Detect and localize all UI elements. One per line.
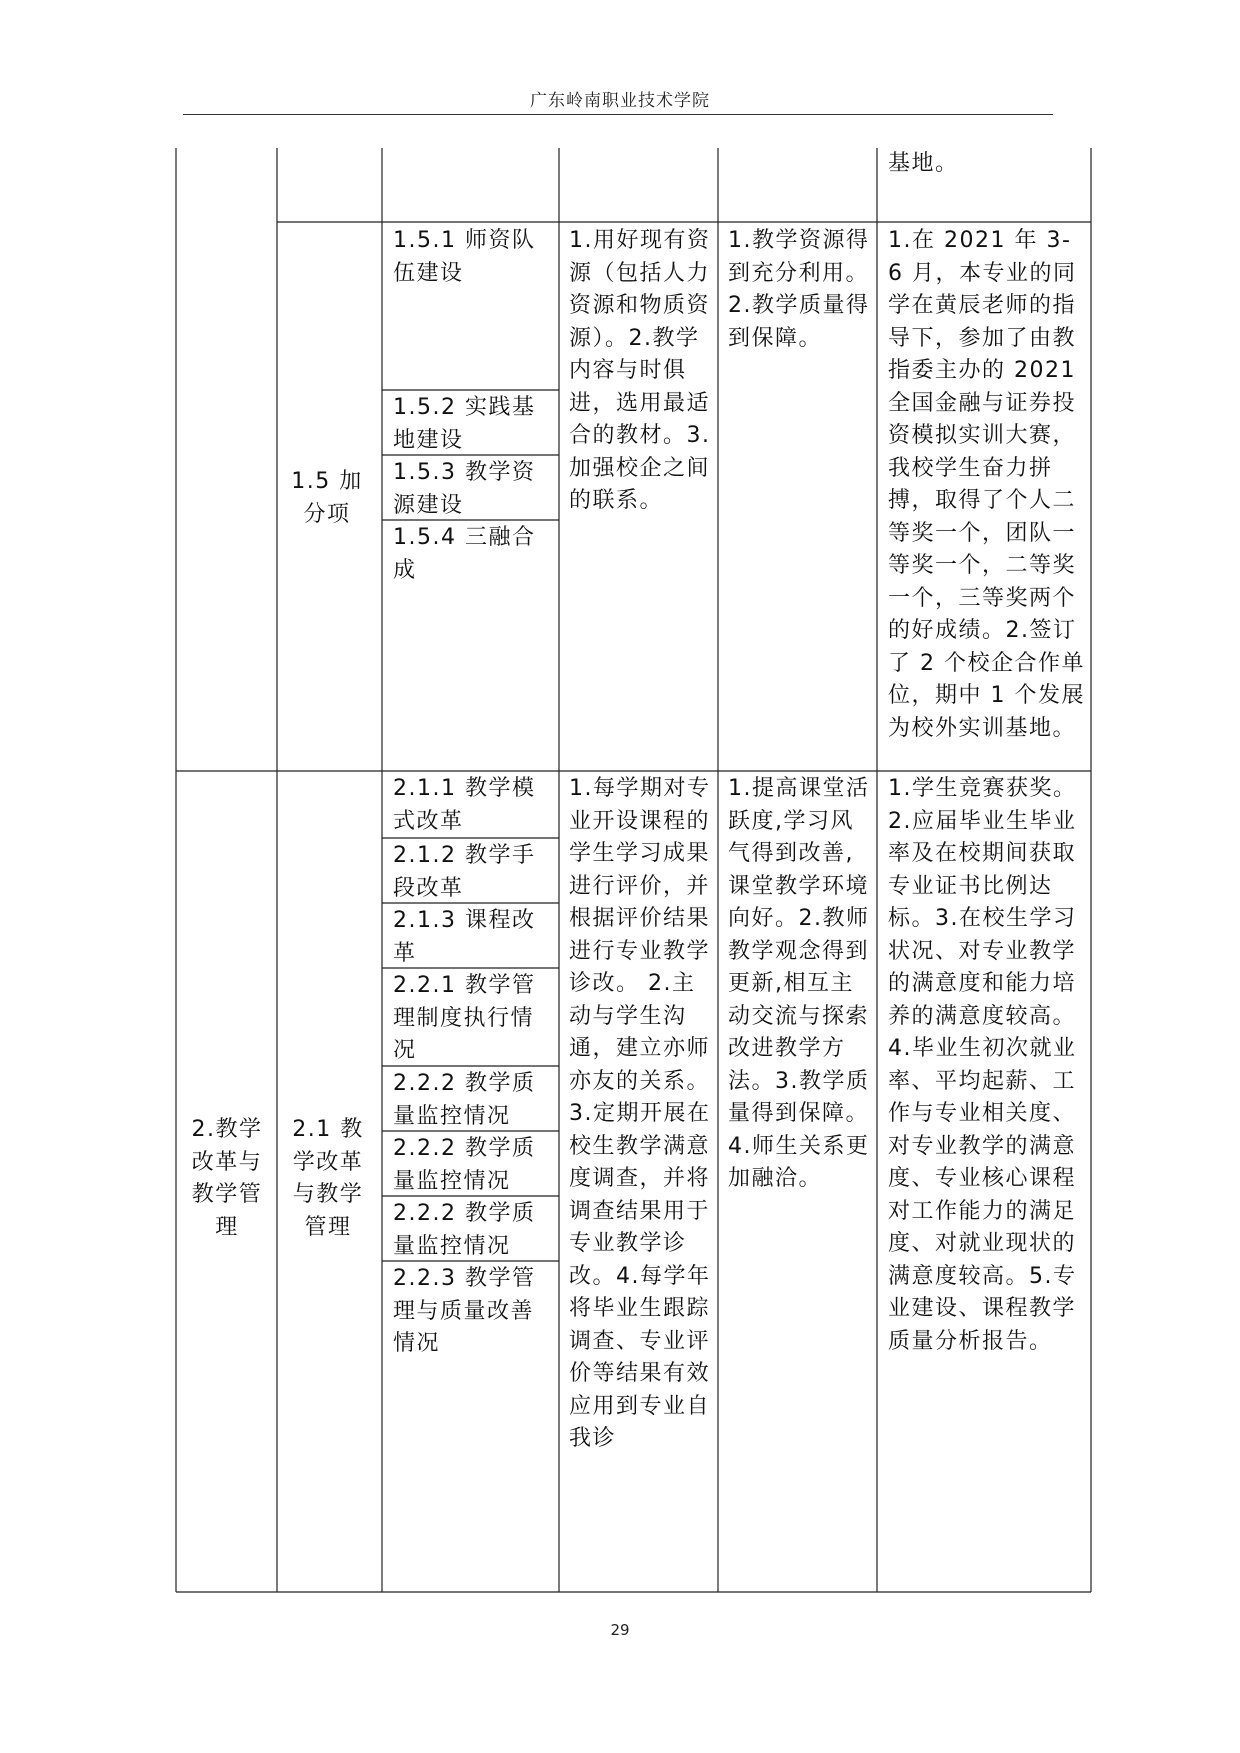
- page-number: 29: [610, 1621, 630, 1639]
- cell-item-1-5-1: 1.5.1 师资队伍建设: [393, 228, 536, 286]
- cell-achievement-tail: 基地。: [888, 151, 959, 176]
- cell-measures-1-5: 1.用好现有资源（包括人力资源和物质资源）。2.教学内容与时俱进，选用最适合的教材。3.加强校企之间的联系。: [569, 228, 711, 513]
- cell-achievements-1-5: 1.在 2021 年 3-6 月，本专业的同学在黄辰老师的指导下，参加了由教指委主办的 2021 全国金融与证券投资模拟实训大赛，我校学生奋力拼搏，取得了个人二等奖一个，团队一等奖一个，二等奖一个，三等奖两个的好成绩。2.签订了 2 个校企合作单位，期中 1 个发展为校外实训基地。: [888, 228, 1085, 741]
- cell-category-2: 2.教学改革与教学管理: [191, 1117, 263, 1240]
- cell-item-1-5-4: 1.5.4 三融合成: [393, 525, 536, 583]
- cell-item-2-1-3: 2.1.3 课程改革: [393, 908, 536, 966]
- cell-subcategory-2-1: 2.1 教学改革与教学管理: [292, 1117, 364, 1240]
- cell-item-2-2-2-a: 2.2.2 教学质量监控情况: [393, 1071, 536, 1129]
- cell-item-2-1-2: 2.1.2 教学手段改革: [393, 843, 536, 901]
- cell-targets-1-5: 1.教学资源得到充分利用。2.教学质量得到保障。: [728, 228, 870, 351]
- cell-item-2-2-2-c: 2.2.2 教学质量监控情况: [393, 1201, 536, 1259]
- cell-achievements-2: 1.学生竞赛获奖。2.应届毕业生毕业率及在校期间获取专业证书比例达标。3.在校生学习状况、对专业教学的满意度和能力培养的满意度较高。4.毕业生初次就业率、平均起薪、工作与专业相关度、对专业教学的满意度、专业核心课程对工作能力的满足度、对就业现状的满意度较高。5.专业建设、课程教学质量分析报告。: [888, 776, 1077, 1354]
- cell-item-2-1-1: 2.1.1 教学模式改革: [393, 776, 536, 834]
- cell-measures-2: 1.每学期对专业开设课程的学生学习成果进行评价，并根据评价结果进行专业教学诊改。 2.主动与学生沟通，建立亦师亦友的关系。3.定期开展在校生教学满意度调查，并将调查结果用于专业教学诊改。4.每学年将毕业生跟踪调查、专业评价等结果有效应用到专业自我诊: [569, 776, 711, 1451]
- cell-category-1-5: 1.5 加分项: [291, 469, 363, 527]
- page-header-school-name: 广东岭南职业技术学院: [530, 91, 710, 111]
- cell-item-2-2-2-b: 2.2.2 教学质量监控情况: [393, 1136, 536, 1194]
- cell-item-1-5-3: 1.5.3 教学资源建设: [393, 460, 536, 518]
- cell-item-2-2-1: 2.2.1 教学管理制度执行情况: [393, 973, 536, 1063]
- cell-item-2-2-3: 2.2.3 教学管理与质量改善情况: [393, 1266, 536, 1356]
- cell-item-1-5-2: 1.5.2 实践基地建设: [393, 395, 536, 453]
- cell-targets-2: 1.提高课堂活跃度,学习风气得到改善,课堂教学环境向好。2.教师教学观念得到更新,相互主动交流与探索改进教学方法。3.教学质量得到保障。4.师生关系更加融洽。: [728, 776, 870, 1191]
